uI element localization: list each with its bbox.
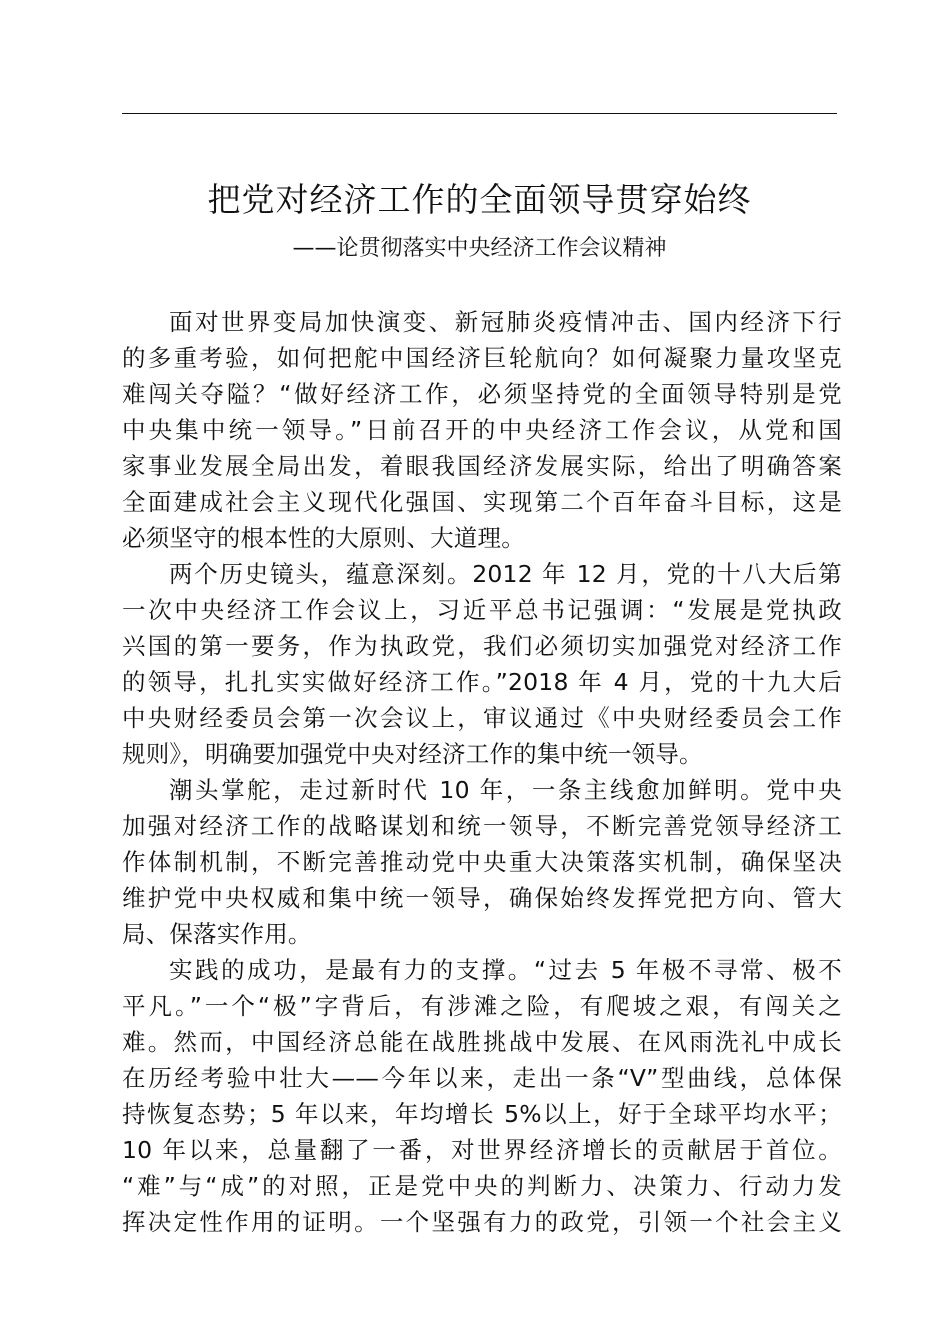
text-line: 兴国的第一要务，作为执政党，我们必须切实加强党对经济工作: [122, 632, 842, 660]
text-line: “难”与“成”的对照，正是党中央的判断力、决策力、行动力发: [122, 1172, 842, 1200]
text-line: 维护党中央权威和集中统一领导，确保始终发挥党把方向、管大: [122, 884, 842, 912]
paragraph: [122, 556, 842, 772]
text-line: 的领导，扎扎实实做好经济工作。”2018 年 4 月，党的十九大后: [122, 668, 842, 696]
text-line: 实践的成功，是最有力的支撑。“过去 5 年极不寻常、极不: [169, 956, 842, 984]
article-subtitle: ——论贯彻落实中央经济工作会议精神: [292, 236, 667, 261]
text-line: 作体制机制，不断完善推动党中央重大决策落实机制，确保坚决: [122, 848, 842, 876]
text-line: 持恢复态势；5 年以来，年均增长 5%以上，好于全球平均水平；: [122, 1100, 842, 1128]
text-line: 10 年以来，总量翻了一番，对世界经济增长的贡献居于首位。: [122, 1136, 843, 1164]
text-line: 必须坚守的根本性的大原则、大道理。: [122, 524, 525, 552]
text-line: 家事业发展全局出发，着眼我国经济发展实际，给出了明确答案: [122, 452, 842, 480]
text-line: 全面建成社会主义现代化强国、实现第二个百年奋斗目标，这是: [122, 488, 842, 516]
text-line: 两个历史镜头，蕴意深刻。2012 年 12 月，党的十八大后第: [169, 560, 842, 588]
text-line: 挥决定性作用的证明。一个坚强有力的政党，引领一个社会主义: [122, 1208, 842, 1236]
article-body: [122, 304, 842, 1240]
text-line: 规则》，明确要加强党中央对经济工作的集中统一领导。: [122, 740, 703, 768]
paragraph: [122, 304, 842, 556]
text-line: 的多重考验，如何把舵中国经济巨轮航向？如何凝聚力量攻坚克: [122, 344, 842, 372]
text-line: 在历经考验中壮大——今年以来，走出一条“V”型曲线，总体保: [122, 1064, 842, 1092]
text-line: 难闯关夺隘？“做好经济工作，必须坚持党的全面领导特别是党: [122, 380, 842, 408]
text-line: 中央财经委员会第一次会议上，审议通过《中央财经委员会工作: [122, 704, 842, 732]
text-line: 面对世界变局加快演变、新冠肺炎疫情冲击、国内经济下行: [169, 308, 842, 336]
text-line: 中央集中统一领导。”日前召开的中央经济工作会议，从党和国: [122, 416, 842, 444]
text-line: 平凡。”一个“极”字背后，有涉滩之险，有爬坡之艰，有闯关之: [122, 992, 842, 1020]
text-line: 潮头掌舵，走过新时代 10 年，一条主线愈加鲜明。党中央: [169, 776, 842, 804]
paragraph: [122, 952, 842, 1240]
text-line: 难。然而，中国经济总能在战胜挑战中发展、在风雨洗礼中成长: [122, 1028, 842, 1056]
text-line: 一次中央经济工作会议上，习近平总书记强调：“发展是党执政: [122, 596, 842, 624]
text-line: 局、保落实作用。: [122, 920, 312, 948]
header-rule: [122, 113, 837, 114]
paragraph: [122, 772, 842, 952]
article-title: 把党对经济工作的全面领导贯穿始终: [207, 180, 752, 219]
text-line: 加强对经济工作的战略谋划和统一领导，不断完善党领导经济工: [122, 812, 842, 840]
